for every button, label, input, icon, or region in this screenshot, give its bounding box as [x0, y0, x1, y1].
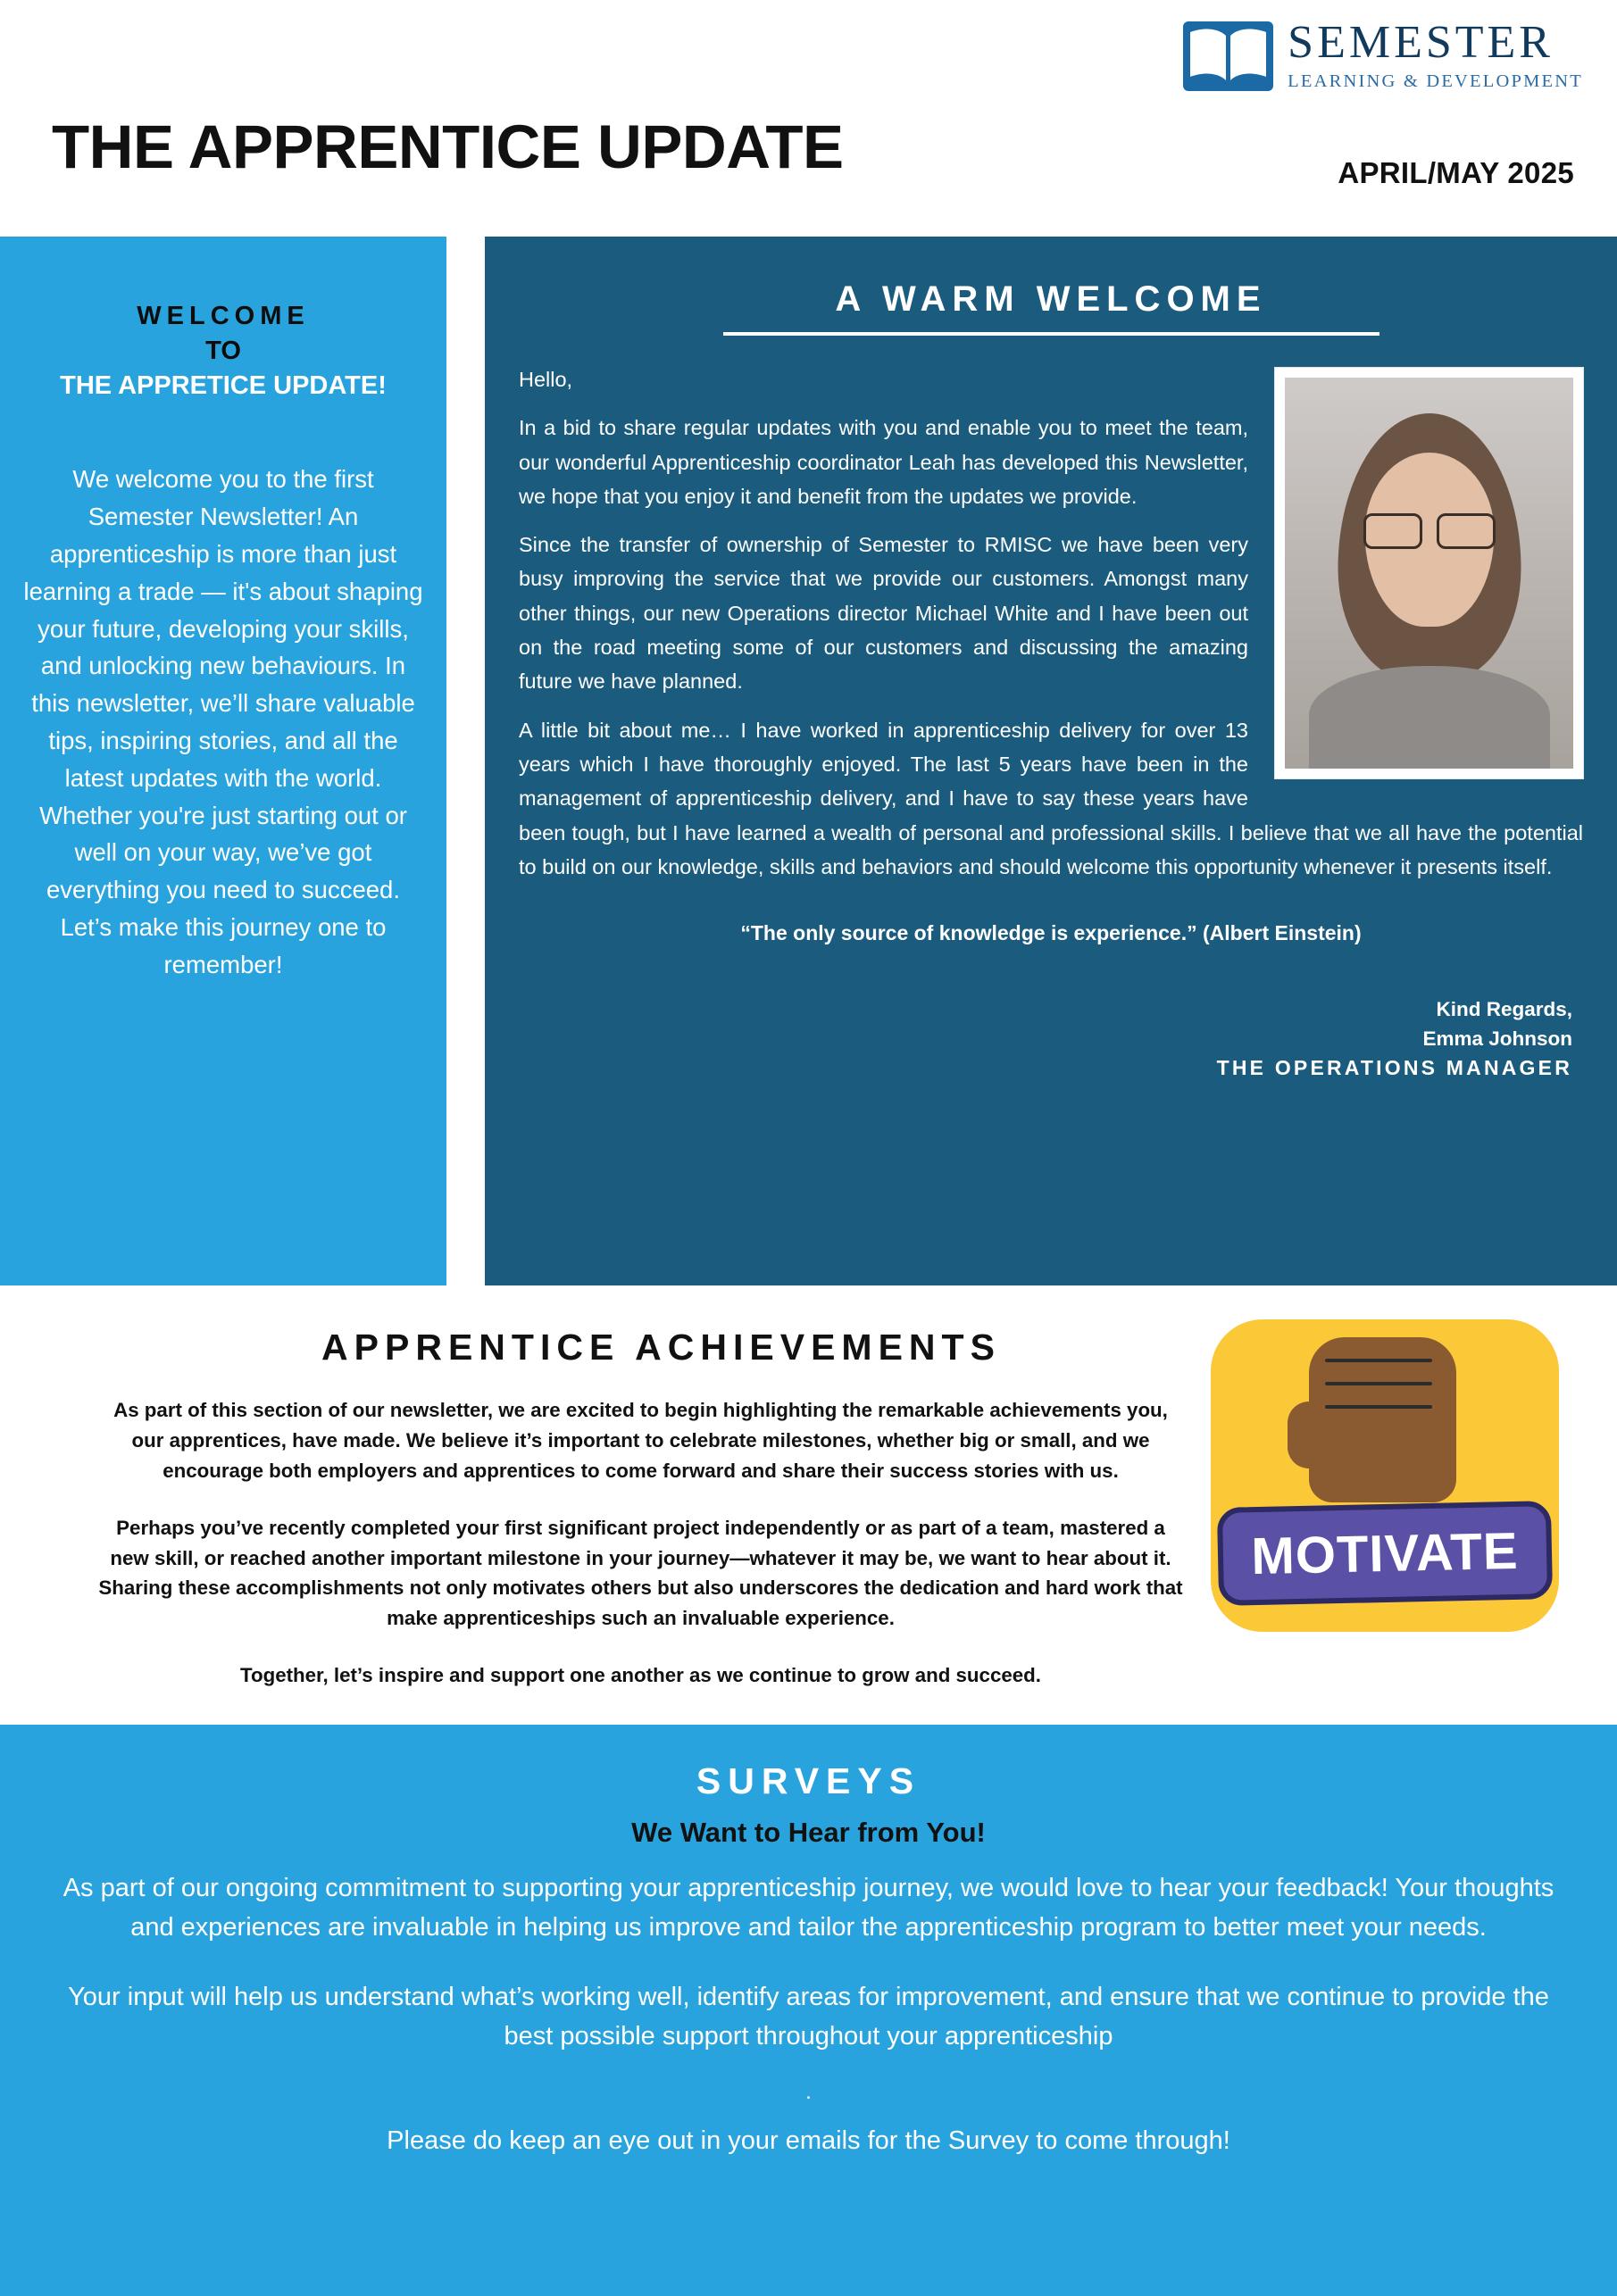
surveys-paragraph-1: As part of our ongoing commitment to supporting your apprenticeship journey, we would love to hear your feedback! Your thoughts and experiences are invaluable in helping us improve and tailor the apprenticeship program to better meet your needs. [63, 1874, 1554, 1942]
signoff-role: THE OPERATIONS MANAGER [1216, 1056, 1572, 1080]
brand-tagline: LEARNING & DEVELOPMENT [1288, 71, 1583, 91]
warm-welcome-title: A WARM WELCOME [835, 279, 1267, 319]
achievements-paragraph-1: As part of this section of our newsletter, we are excited to begin highlighting the remarkable achievements you, our apprentices, have made. We believe it’s important to celebrate milestones, whether big or small, and we encourage both employers and apprentices to come forward and share their success stories with us. [113, 1399, 1168, 1482]
achievements-paragraph-2: Perhaps you’ve recently completed your first significant project independently or as part of a team, mastered a new skill, or reached another important milestone in your journey—whatever it may be, we want to hear about it. Sharing these accomplishments not only motivates others but also underscores the dedication and hard work that make apprenticeships such an invaluable experience. [98, 1516, 1183, 1630]
motivate-label: MOTIVATE [1217, 1501, 1553, 1606]
brand-name: SEMESTER [1288, 16, 1554, 68]
signature-block [519, 995, 1583, 1084]
signoff-name: Emma Johnson [1422, 1027, 1572, 1050]
surveys-section [0, 1725, 1617, 2296]
surveys-paragraph-2: Your input will help us understand what’s working well, identify areas for improvement, and ensure that we continue to provide the best possible support throughout your apprenticeship [68, 1983, 1549, 2051]
open-book-icon [1181, 16, 1275, 95]
warm-paragraph-1: In a bid to share regular updates with you and enable you to meet the team, our wonderful Apprenticeship coordinator Leah has developed this Newsletter, we hope that you enjoy it and benefit from the updates we provide. [519, 416, 1248, 508]
welcome-panel [0, 237, 446, 1285]
newsletter-header [0, 0, 1617, 237]
welcome-body-text: We welcome you to the first Semester Newsletter! An apprenticeship is more than just learning a trade — it's about shaping your future, developing your skills, and unlocking new behaviours. In this newsletter, we’ll share valuable tips, inspiring stories, and all the latest updates with the world. Whether you're just starting out or well on your way, we’ve got everything you need to succeed. Let’s make this journey one to remember! [23, 465, 423, 978]
surveys-paragraph-3: Please do keep an eye out in your emails for the Survey to come through! [387, 2125, 1230, 2155]
main-columns [0, 237, 1617, 1285]
page-title: THE APPRENTICE UPDATE [52, 112, 844, 181]
pull-quote: “The only source of knowledge is experience.” (Albert Einstein) [740, 921, 1362, 945]
glasses-icon [1362, 513, 1497, 545]
signoff-regards: Kind Regards, [1436, 998, 1572, 1021]
achievements-paragraph-3: Together, let’s inspire and support one another as we continue to grow and succeed. [240, 1664, 1041, 1687]
welcome-heading-line1: WELCOME [137, 302, 310, 330]
issue-date: APRIL/MAY 2025 [1338, 156, 1574, 189]
surveys-subtitle: We Want to Hear from You! [631, 1817, 986, 1848]
brand-logo-text [1288, 16, 1583, 92]
warm-paragraph-2: Since the transfer of ownership of Semester to RMISC we have been very busy improving the service that we provide our customers. Amongst many other things, our new Operations director Michael White and I have been out on the road meeting some of our customers and discussing the amazing future we have planned. [519, 533, 1248, 694]
achievements-body [98, 1395, 1183, 1691]
brand-logo [1181, 16, 1583, 95]
warm-paragraph-3: A little bit about me… I have worked in apprenticeship delivery for over 13 years which I have thoroughly enjoyed. The last 5 years have been in the management of apprenticeship delivery, and I have to say these years have been tough, but I have learned a wealth of personal and professional skills. I believe that we all have the potential to build on our knowledge, skills and behaviors and should welcome this opportunity whenever it presents itself. [519, 718, 1583, 878]
motivate-sticker [1202, 1312, 1568, 1643]
achievements-title: APPRENTICE ACHIEVEMENTS [321, 1327, 1001, 1368]
portrait-photo [1285, 378, 1573, 769]
achievements-section [0, 1285, 1617, 1725]
welcome-heading-line2: TO [205, 337, 241, 366]
warm-welcome-panel [485, 237, 1617, 1285]
title-divider [723, 332, 1379, 336]
welcome-heading-line3: THE APPRETICE UPDATE! [60, 371, 387, 401]
avatar [1275, 368, 1583, 778]
warm-greeting: Hello, [519, 368, 573, 391]
surveys-title: SURVEYS [696, 1760, 921, 1801]
welcome-heading [23, 299, 423, 403]
warm-welcome-content [519, 362, 1583, 884]
surveys-separator: . [805, 2080, 812, 2105]
